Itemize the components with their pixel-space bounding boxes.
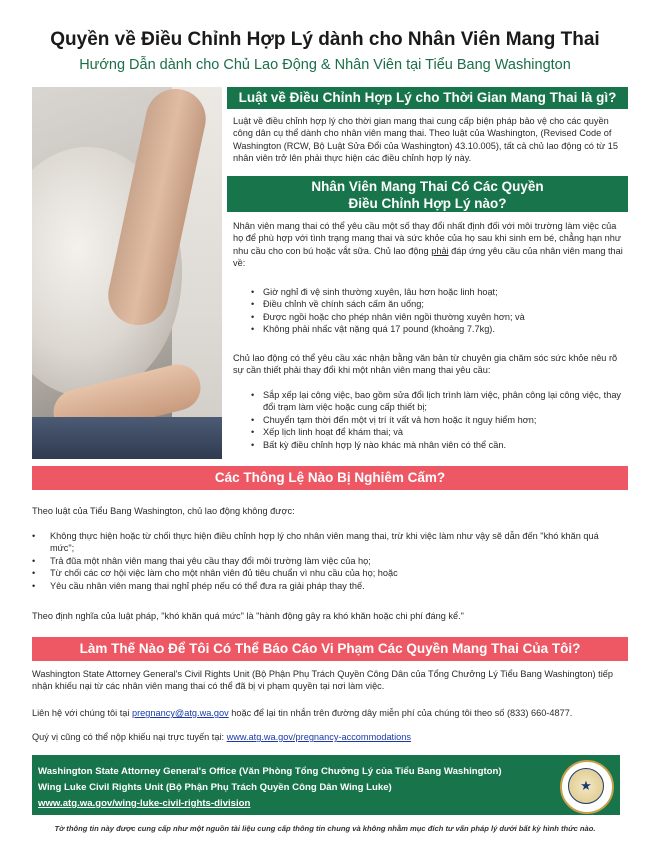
online-complaint-text: Quý vị cũng có thể nộp khiếu nại trực tuyến tại: [32, 732, 227, 742]
section-body-what-is-law [233, 115, 625, 165]
rights-intro-text: Nhân viên mang thai có thể yêu cầu một số thay đổi nhất định đối với môi trường làm việc của họ để phù hợp với tình trạng mang thai và sức khỏe của họ sau khi sinh em bé, chẳng hạn như nhu cầu cho con bú hoặc vắt sữa. Chủ lao động [233, 221, 622, 256]
list-item: • Xếp lịch linh hoạt để khám thai; và [245, 426, 625, 438]
certification-paragraph: Chủ lao động có thể yêu cầu xác nhận bằng văn bản từ chuyên gia chăm sóc sức khỏe nêu rõ sự cần thiết phải thay đổi khi một nhân viên mang thai yêu cầu: [233, 353, 618, 376]
list-item: • Yêu cầu nhân viên mang thai nghỉ phép nếu có thể đưa ra giải pháp thay thế. [32, 580, 624, 592]
certification-list [245, 389, 625, 451]
report-paragraph-3 [32, 731, 622, 743]
report-paragraph-2 [32, 707, 622, 719]
footer-link[interactable]: www.atg.wa.gov/wing-luke-civil-rights-division [38, 798, 251, 809]
rights-intro-emphasis: phải [431, 245, 449, 256]
written-certification-text [233, 352, 625, 377]
list-item: • Sắp xếp lại công việc, bao gồm sửa đổi lịch trình làm việc, phân công lại công việc, thay đổi trạm làm việc hoặc cung cấp thiết bị; [245, 389, 625, 414]
list-item: • Bất kỳ điều chỉnh hợp lý nào khác mà nhân viên có thể cần. [245, 439, 625, 451]
report-text: Washington State Attorney General's Civil Rights Unit (Bộ Phận Phụ Trách Quyền Công Dân của Tổng Chưởng Lý Tiểu Bang Washington) tiếp nhận khiếu nại từ các nhân viên mang thai có thể đã bị vi phạm quyền tại nơi làm việc. [32, 669, 613, 692]
accommodations-list [245, 286, 625, 336]
list-item: • Chuyển tạm thời đến một vị trí ít vất vả hơn hoặc ít nguy hiểm hơn; [245, 414, 625, 426]
list-item: • Giờ nghỉ đi vệ sinh thường xuyên, lâu hơn hoặc linh hoạt; [245, 286, 625, 298]
what-is-law-text: Luật về điều chỉnh hợp lý cho thời gian mang thai cung cấp biện pháp bảo vệ cho các quyền công dân cụ thể dành cho nhân viên mang thai. Theo luật của Washington, (Revised Code of Washington (RCW, Bộ Luật Sửa Đổi của Washington) 43.10.005), tất cả chủ lao động có từ 15 nhân viên trở lên phải thực hiện các điều chỉnh hợp lý này. [233, 116, 618, 164]
prohibited-list [32, 530, 624, 592]
prohibited-intro [32, 505, 622, 517]
report-paragraph-1 [32, 668, 622, 693]
list-item: • Trả đũa một nhân viên mang thai yêu cầu thay đổi môi trường làm việc của họ; [32, 555, 624, 567]
pregnant-woman-photo [32, 87, 222, 459]
section-heading-prohibited: Các Thông Lệ Nào Bị Nghiêm Cấm? [32, 466, 628, 490]
list-item: • Điều chỉnh về chính sách cấm ăn uống; [245, 298, 625, 310]
page-title: Quyền về Điều Chỉnh Hợp Lý dành cho Nhân Viên Mang Thai [50, 29, 600, 50]
rights-heading-line1: Nhân Viên Mang Thai Có Các Quyền [311, 179, 544, 194]
definition-text: Theo định nghĩa của luật pháp, "khó khăn quá mức" là "hành động gây ra khó khăn hoặc chi phí đáng kể." [32, 611, 464, 621]
undue-hardship-definition [32, 610, 622, 622]
footer-banner [32, 755, 620, 815]
section-heading-report: Làm Thế Nào Để Tôi Có Thể Báo Cáo Vi Phạm Các Quyền Mang Thai Của Tôi? [32, 637, 628, 661]
prohibited-intro-text: Theo luật của Tiểu Bang Washington, chủ lao động không được: [32, 506, 295, 516]
footer-office-name: Washington State Attorney General's Office (Văn Phòng Tổng Chưởng Lý của Tiểu Bang Washington) [38, 766, 502, 777]
section-heading-what-is-law: Luật về Điều Chỉnh Hợp Lý cho Thời Gian Mang Thai là gì? [227, 87, 628, 109]
contact-text: Liên hệ với chúng tôi tại [32, 708, 133, 718]
rights-heading-line2: Điều Chỉnh Hợp Lý nào? [348, 196, 507, 211]
attorney-general-seal-icon: ★ [560, 760, 614, 814]
email-link[interactable]: pregnancy@atg.wa.gov [132, 708, 229, 718]
footer-unit-name: Wing Luke Civil Rights Unit (Bộ Phận Phụ Trách Quyền Công Dân Wing Luke) [38, 782, 392, 793]
list-item: • Không phải nhấc vật nặng quá 17 pound (khoảng 7.7kg). [245, 323, 625, 335]
rights-intro-text-end: đáp ứng yêu cầu của nhân viên mang thai về: [233, 245, 623, 269]
list-item: • Được ngồi hoặc cho phép nhân viên ngồi thường xuyên hơn; và [245, 311, 625, 323]
section-heading-rights [227, 176, 628, 212]
page-subtitle: Hướng Dẫn dành cho Chủ Lao Động & Nhân Viên tại Tiểu Bang Washington [79, 57, 571, 73]
hotline-text: hoặc để lại tin nhắn trên đường dây miễn phí của chúng tôi theo số (833) 660-4877. [228, 708, 573, 718]
list-item: • Không thực hiện hoặc từ chối thực hiện điều chỉnh hợp lý cho nhân viên mang thai, trừ khi việc làm như vậy sẽ dẫn đến "khó khăn quá mức"; [32, 530, 624, 555]
rights-intro [233, 220, 625, 270]
disclaimer: Tờ thông tin này được cung cấp như một nguồn tài liệu cung cấp thông tin chung và không nhằm mục đích tư vấn pháp lý dưới bất kỳ hình thức nào. [54, 824, 596, 833]
list-item: • Từ chối các cơ hội việc làm cho một nhân viên đủ tiêu chuẩn vì nhu cầu của họ; hoặc [32, 567, 624, 579]
pregnancy-accommodations-link[interactable]: www.atg.wa.gov/pregnancy-accommodations [226, 732, 411, 742]
